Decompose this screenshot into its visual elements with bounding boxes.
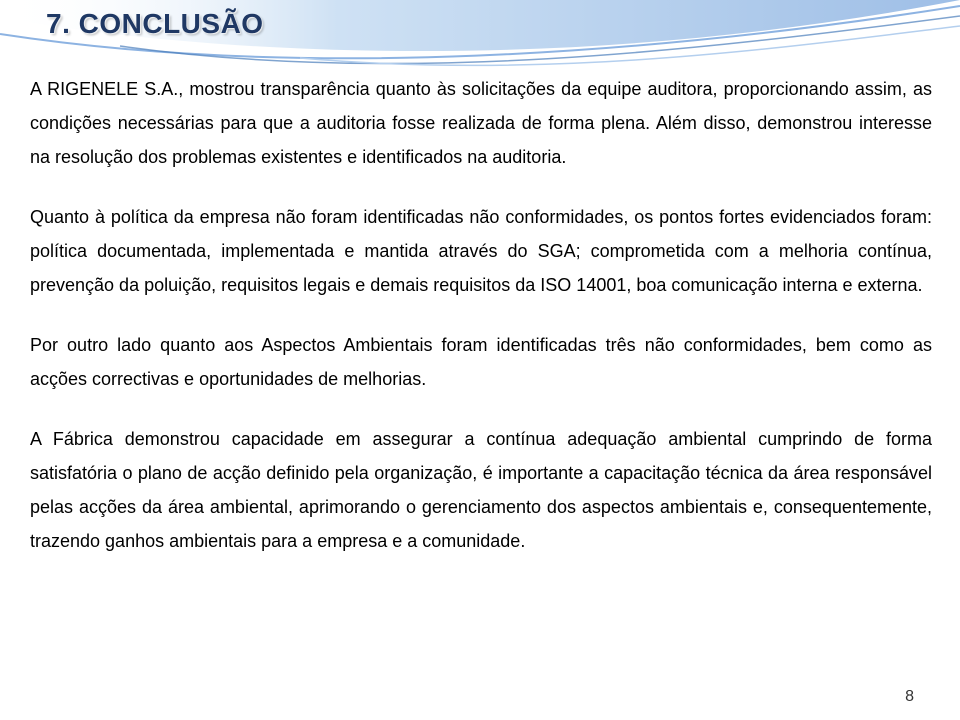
paragraph-factory-capacity: A Fábrica demonstrou capacidade em assegurar a contínua adequação ambiental cumprindo de forma satisfatória o plano de acção definido pela organização, é importante a capacitação técnica da área responsável pelas acções da área ambiental, aprimorando o gerenciamento dos aspectos ambientais e, consequentemente, trazendo ganhos ambientais para a empresa e a comunidade. (30, 429, 932, 551)
conclusion-body (30, 72, 932, 584)
page-number: 8 (905, 688, 914, 705)
paragraph-environmental-aspects: Por outro lado quanto aos Aspectos Ambientais foram identificadas três não conformidades, bem como as acções correctivas e oportunidades de melhorias. (30, 335, 932, 389)
paragraph-transparency: A RIGENELE S.A., mostrou transparência quanto às solicitações da equipe auditora, proporcionando assim, as condições necessárias para que a auditoria fosse realizada de forma plena. Além disso, demonstrou interesse na resolução dos problemas existentes e identificados na auditoria. (30, 79, 932, 167)
paragraph-policy: Quanto à política da empresa não foram identificadas não conformidades, os pontos fortes evidenciados foram: política documentada, implementada e mantida através do SGA; comprometida com a melhoria contínua, prevenção da poluição, requisitos legais e demais requisitos da ISO 14001, boa comunicação interna e externa. (30, 207, 932, 295)
slide-title: 7. CONCLUSÃO (46, 8, 264, 39)
